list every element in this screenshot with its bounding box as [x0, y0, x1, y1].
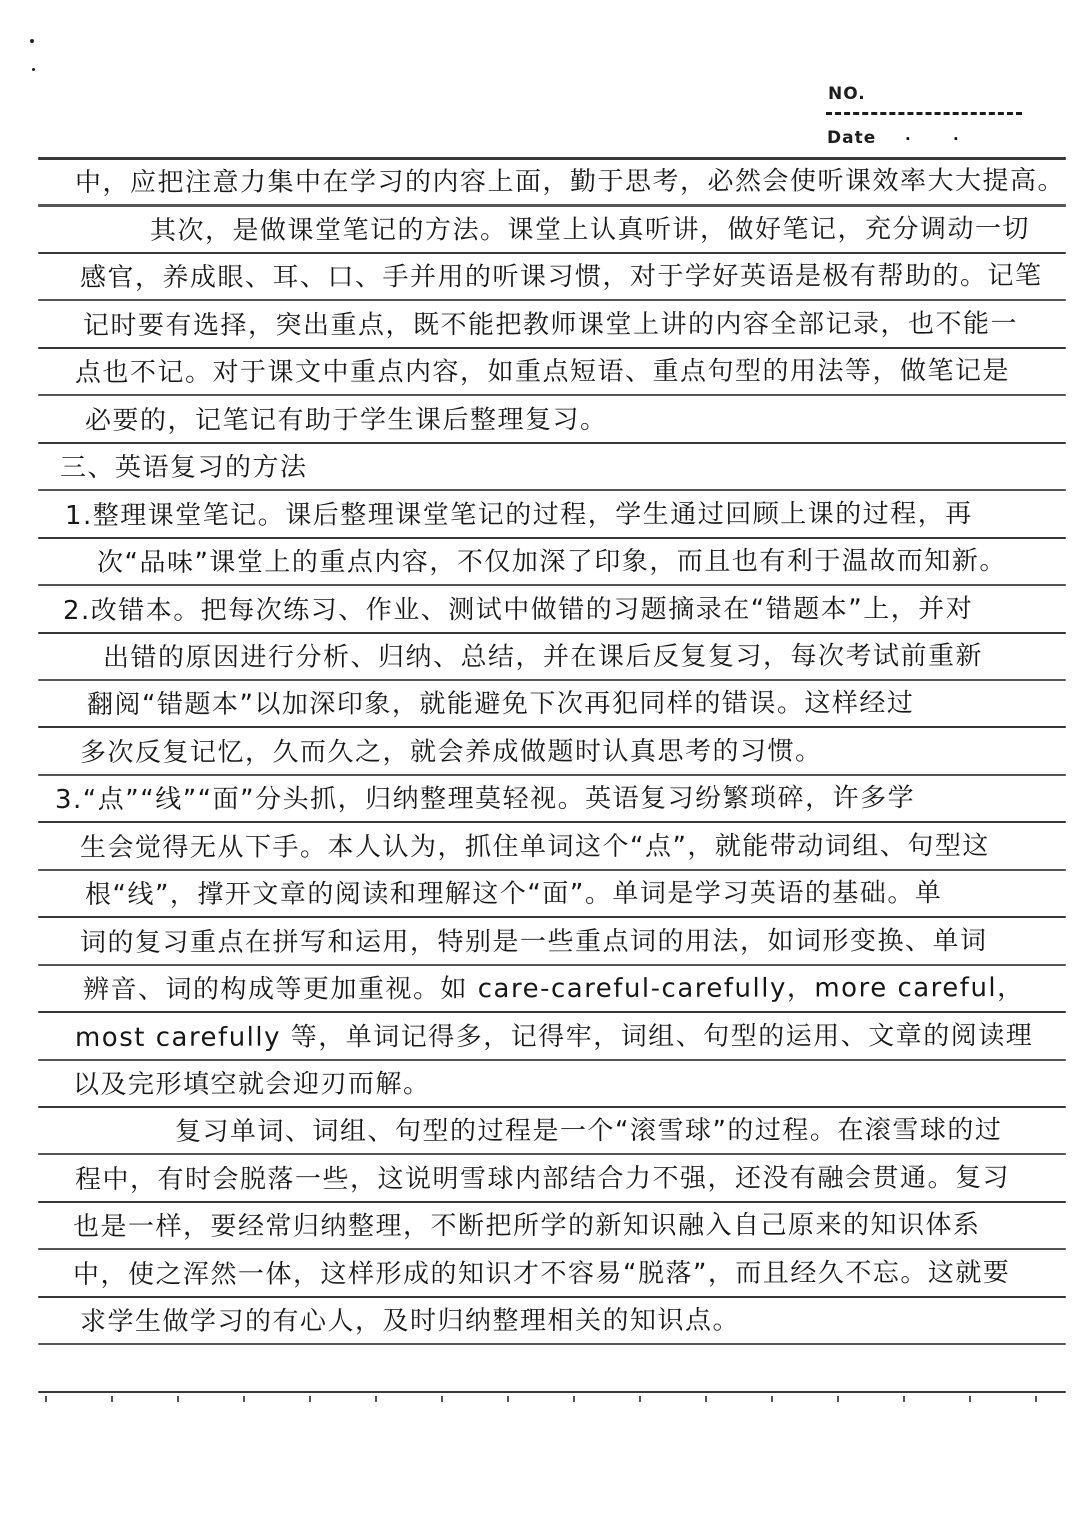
date-label: Date: [827, 128, 877, 148]
handwriting-line: 复习单词、词组、句型的过程是一个“滚雪球”的过程。在滚雪球的过: [174, 1115, 1003, 1147]
rule-line: [38, 1343, 1066, 1345]
rule-line: [38, 394, 1066, 396]
no-fill-line: [826, 112, 1022, 115]
handwriting-line: 词的复习重点在拼写和运用，特别是一些重点词的用法，如词形变换、单词: [79, 926, 988, 958]
handwriting-line: 以及完形填空就会迎刃而解。: [72, 1069, 431, 1100]
handwriting-line: 必要的，记笔记有助于学生课后整理复习。: [84, 404, 608, 436]
handwriting-line: 也是一样，要经常归纳整理，不断把所学的新知识融入自己原来的知识体系: [72, 1210, 981, 1242]
handwriting-line: most carefully 等，单词记得多，记得牢，词组、句型的运用、文章的阅读理: [74, 1020, 1034, 1053]
date-separator-dot: ·: [953, 130, 959, 148]
handwriting-line: 记时要有选择，突出重点，既不能把教师课堂上讲的内容全部记录，也不能一: [82, 309, 1019, 341]
handwriting-line: 点也不记。对于课文中重点内容，如重点短语、重点句型的用法等，做笔记是: [74, 356, 1011, 388]
handwriting-line: 中，使之浑然一体，这样形成的知识才不容易“脱落”，而且经久不忘。这就要: [72, 1258, 1011, 1290]
handwriting-line: 生会觉得无从下手。本人认为，抓住单词这个“点”，就能带动词组、句型这: [79, 831, 990, 863]
handwriting-line: 程中，有时会脱落一些，这说明雪球内部结合力不强，还没有融会贯通。复习: [74, 1163, 1011, 1195]
handwriting-line: 次“品味”课堂上的重点内容，不仅加深了印象，而且也有利于温故而知新。: [96, 546, 1007, 578]
rule-line: [38, 726, 1066, 728]
rule-line: [38, 442, 1066, 444]
ink-speck: [32, 68, 35, 71]
handwriting-line: 1.整理课堂笔记。课后整理课堂笔记的过程，学生通过回顾上课的过程，再: [64, 499, 973, 531]
handwriting-line: 辨音、词的构成等更加重视。如 care-careful-carefully，more careful，: [82, 973, 1025, 1005]
handwriting-line: 2.改错本。把每次练习、作业、测试中做错的习题摘录在“错题本”上，并对: [62, 594, 974, 626]
handwriting-line: 三、英语复习的方法: [59, 452, 308, 483]
handwriting-line: 感官，养成眼、耳、口、手并用的听课习惯，对于学好英语是极有帮助的。记笔: [79, 260, 1043, 293]
bottom-perforation-ticks: [45, 1396, 1054, 1402]
handwriting-line: 翻阅“错题本”以加深印象，就能避免下次再犯同样的错误。这样经过: [86, 688, 915, 720]
date-separator-dot: ·: [905, 130, 911, 148]
handwriting-line: 求学生做学习的有心人，及时归纳整理相关的知识点。: [79, 1305, 741, 1337]
handwriting-line: 中，应把注意力集中在学习的内容上面，勤于思考，必然会使听课效率大大提高。: [74, 165, 1066, 199]
ink-speck: [30, 39, 34, 43]
rule-line: [38, 1059, 1066, 1061]
handwriting-line: 出错的原因进行分析、归纳、总结，并在课后反复复习，每次考试前重新: [102, 641, 984, 673]
handwriting-line: 3.“点”“线”“面”分头抓，归纳整理莫轻视。英语复习纷繁琐碎，许多学: [54, 783, 916, 815]
handwriting-line: 多次反复记忆，久而久之，就会养成做题时认真思考的习惯。: [79, 736, 823, 768]
no-label: NO.: [828, 84, 866, 104]
rule-line: [38, 1391, 1066, 1393]
handwriting-line: 根“线”，撑开文章的阅读和理解这个“面”。单词是学习英语的基础。单: [84, 878, 943, 910]
handwriting-line: 其次，是做课堂笔记的方法。课堂上认真听讲，做好笔记，充分调动一切: [149, 214, 1031, 247]
